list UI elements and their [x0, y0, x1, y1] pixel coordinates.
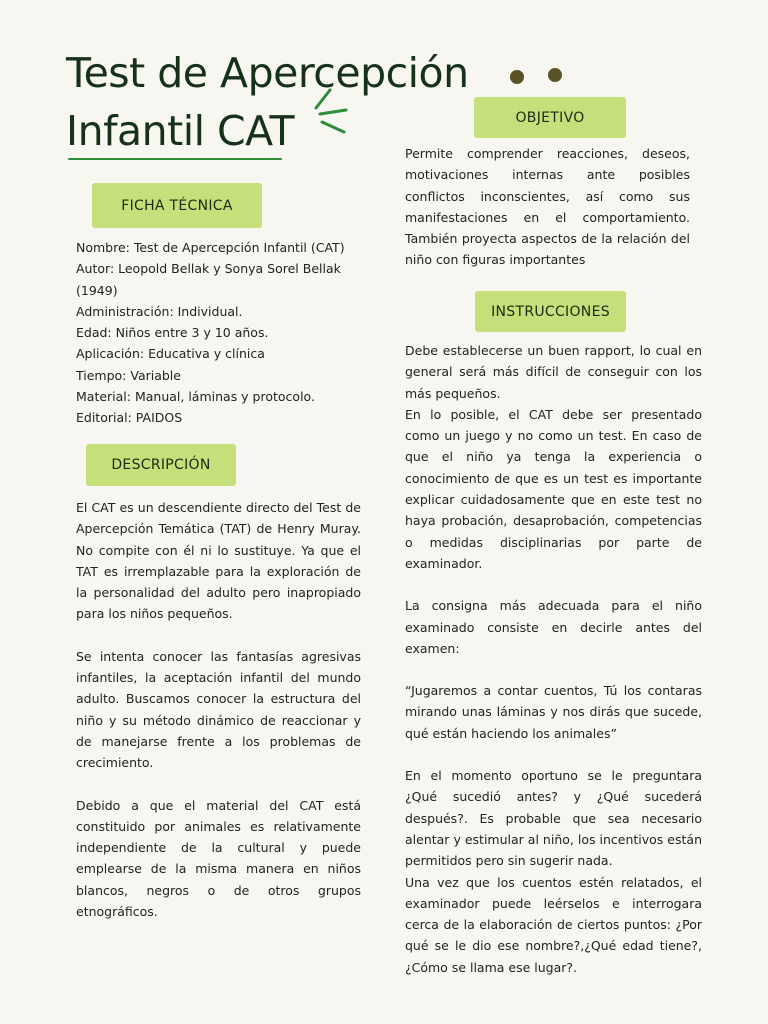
sparkle-decoration-icon — [312, 88, 354, 138]
ficha-line: Nombre: Test de Apercepción Infantil (CAT) — [76, 240, 345, 255]
instrucciones-quote: “Jugaremos a contar cuentos, Tú los contaras mirando unas láminas y nos dirás que sucede, qué están haciendo los animales” — [405, 683, 702, 741]
objetivo-body — [405, 143, 690, 271]
instrucciones-heading: INSTRUCCIONES — [475, 291, 626, 332]
ficha-line: Material: Manual, láminas y protocolo. — [76, 389, 315, 405]
ficha-line: Tiempo: Variable — [76, 367, 181, 383]
instrucciones-paragraph: La consigna más adecuada para el niño examinado consiste en decirle antes del examen: — [405, 598, 702, 656]
ficha-line: Administración: Individual. — [76, 303, 243, 319]
ficha-line: Autor: Leopold Bellak y Sonya Sorel Bellak (1949) — [76, 261, 341, 298]
descripcion-paragraph: Debido a que el material del CAT está constituido por animales es relativamente independiente de la cultural y puede emplearse de la misma manera en niños blancos, negros o de otros grupos etnográficos. — [76, 797, 361, 920]
descripcion-body — [76, 497, 361, 922]
instrucciones-body — [405, 340, 702, 978]
title-line-2: Infantil CAT — [66, 107, 295, 155]
dot-icon — [548, 68, 562, 82]
descripcion-heading: DESCRIPCIÓN — [86, 444, 236, 486]
objetivo-paragraph: Permite comprender reacciones, deseos, motivaciones internas ante posibles conflictos inconscientes, así como sus manifestaciones en el comportamiento. También proyecta aspectos de la relación del niño con figuras importantes — [405, 146, 690, 268]
instrucciones-paragraph: Una vez que los cuentos estén relatados, el examinador puede leérselos e interrogara cerca de la elaboración de ciertos puntos: ¿Por qué se le dio ese nombre?,¿Qué edad tiene?, ¿Cómo se llama ese lugar?. — [405, 874, 702, 975]
ficha-tecnica-list — [76, 237, 366, 429]
title-line-1: Test de Apercepción — [66, 49, 469, 97]
dot-icon — [510, 70, 524, 84]
ficha-line: Edad: Niños entre 3 y 10 años. — [76, 325, 269, 341]
ficha-tecnica-heading: FICHA TÉCNICA — [92, 183, 262, 228]
instrucciones-paragraph: En lo posible, el CAT debe ser presentado como un juego y no como un test. En caso de que el niño ya tenga la experiencia o conocimiento de que es un test es importante explicar cuidadosamente que en este test no haya probación, desaprobación, competencias o medidas disciplinarias por parte de examinador. — [405, 406, 702, 571]
ficha-line: Aplicación: Educativa y clínica — [76, 346, 265, 362]
descripcion-paragraph: Se intenta conocer las fantasías agresivas infantiles, la aceptación infantil del mundo adulto. Buscamos conocer la estructura del niño y su método dinámico de reaccionar y de manejarse frente a los problemas de crecimiento. — [76, 648, 361, 771]
objetivo-heading: OBJETIVO — [474, 97, 626, 138]
instrucciones-paragraph: Debe establecerse un buen rapport, lo cual en general será más difícil de conseguir con los más pequeños. — [405, 343, 702, 401]
title-underline — [68, 158, 282, 160]
instrucciones-paragraph: En el momento oportuno se le preguntara ¿Qué sucedió antes? y ¿Qué sucederá después?. Es probable que sea necesario alentar y estimular al niño, los incentivos están permitidos pero sin sugerir nada. — [405, 768, 702, 869]
ficha-line: Editorial: PAIDOS — [76, 410, 183, 426]
descripcion-paragraph: El CAT es un descendiente directo del Test de Apercepción Temática (TAT) de Henry Muray. No compite con él ni lo sustituye. Ya que el TAT es irremplazable para la exploración de la personalidad del adulto pero inapropiado para los niños pequeños. — [76, 500, 361, 622]
